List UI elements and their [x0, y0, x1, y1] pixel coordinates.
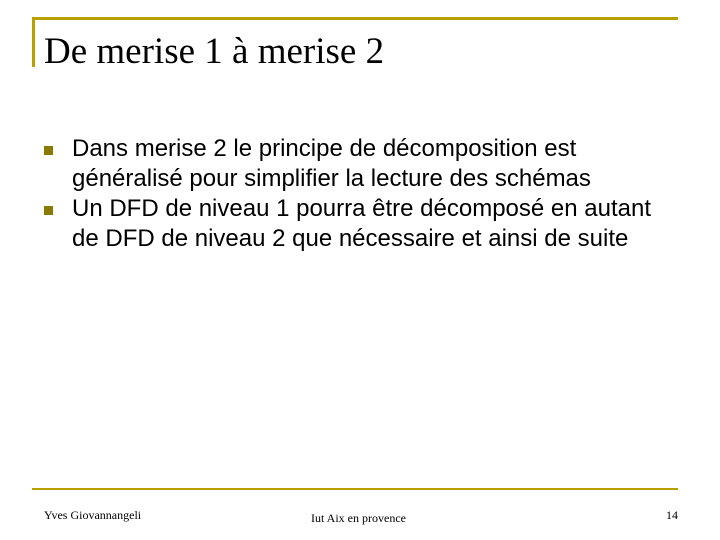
bullet-text: Dans merise 2 le principe de décomposition est généralisé pour simplifier la lecture des schémas: [72, 135, 591, 192]
page-number: 14: [666, 508, 678, 522]
title-top-rule: [32, 17, 678, 20]
footer-rule: [32, 488, 678, 490]
title-left-rule: [32, 17, 35, 67]
square-bullet-icon: [44, 146, 53, 155]
slide-title: De merise 1 à merise 2: [44, 31, 385, 72]
bullet-item: [44, 134, 684, 194]
bullet-item: [44, 194, 684, 254]
bullet-text: Un DFD de niveau 1 pourra être décomposé en autant de DFD de niveau 2 que nécessaire et ainsi de suite: [72, 195, 652, 252]
square-bullet-icon: [44, 206, 53, 215]
footer-organization: Iut Aix en provence: [311, 511, 406, 525]
bullet-list: [44, 134, 684, 254]
footer-author: Yves Giovannangeli: [44, 508, 142, 522]
